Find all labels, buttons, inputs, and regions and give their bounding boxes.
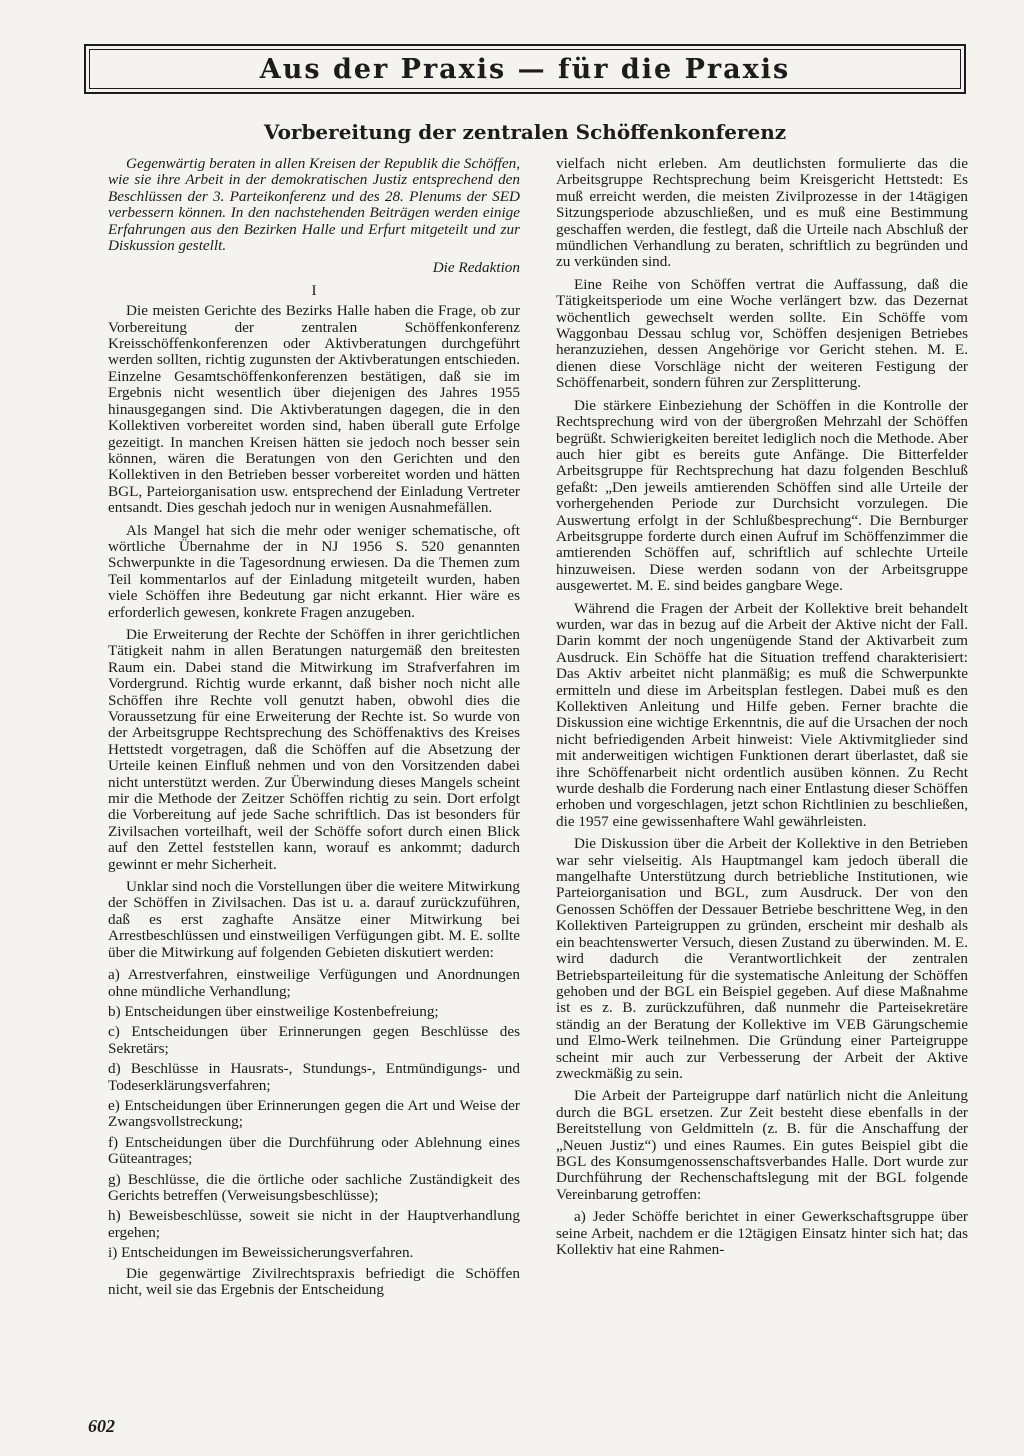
article-title: Vorbereitung der zentralen Schöffenkonferenz <box>263 120 787 144</box>
section-header-title: Aus der Praxis — für die Praxis <box>259 53 791 85</box>
list-item: b) Entscheidungen über einstweilige Kostenbefreiung; <box>108 1002 439 1020</box>
list-item: c) Entscheidungen über Erinnerungen gegen Beschlüsse des Sekretärs; <box>108 1023 520 1057</box>
page-number: 602 <box>88 1416 115 1436</box>
section-header-box <box>84 44 966 94</box>
paragraph: Während die Fragen der Arbeit der Kollektive breit behandelt wurden, war das in bezug auf die Arbeit der Aktive nicht der Fall. Darin kommt der noch ungenügende Stand der Aktivarbeit zum Ausdruck. Ein Schöffe hat die Situation treffend charakterisiert: Das Aktiv arbeitet nicht planmäßig; es muß die Schwerpunkte ermitteln und diese im Arbeitsplan festlegen. Dabei muß es den Kollektiven Anleitung und Hilfe geben. Ferner brachte die Diskussion eine wichtige Erkenntnis, die auf die Ursachen der noch nicht befriedigenden Arbeit hinweist: Viele Aktivmitglieder sind mit anderweitigen wichtigen Funktionen derart überlastet, daß sie ihre Schöffenarbeit nicht ordentlich ausüben können. Zu Recht wurde deshalb die Forderung nach einer Entlastung dieser Schöffen erhoben und vorgeschlagen, jetzt schon Richtlinien zu beschließen, die 1957 eine gewissenhaftere Wahl gewährleisten. <box>556 599 968 830</box>
list-item: g) Beschlüsse, die die örtliche oder sachliche Zuständigkeit des Gerichts betreffen (Verweisungsbeschlüsse); <box>108 1170 520 1204</box>
left-column <box>108 156 520 1304</box>
section-header-inner-frame <box>89 49 961 89</box>
paragraph: Die stärkere Einbeziehung der Schöffen in die Kontrolle der Rechtsprechung wird von der übergroßen Mehrzahl der Schöffen begrüßt. Schwierigkeiten bereitet lediglich noch die Methode. Aber auch hier gibt es bereits gute Anfänge. Die Bitterfelder Arbeitsgruppe für Rechtsprechung hat dazu folgenden Beschluß gefaßt: „Den jeweils amtierenden Schöffen sind alle Urteile der vorhergehenden Periode zur Durchsicht vorzulegen. Die Auswertung erfolgt in der Schlußbesprechung“. Die Bernburger Arbeitsgruppe forderte durch einen Aufruf im Schöffenzimmer die amtierenden Schöffen auf, schriftlich auf schlechte Urteile hinzuweisen. Diese werden sodann von der Arbeitsgruppe ausgewertet. M. E. sind beides gangbare Wege. <box>556 396 968 595</box>
list-item: d) Beschlüsse in Hausrats-, Stundungs-, Entmündigungs- und Todeserklärungsverfahren; <box>108 1060 520 1094</box>
list-item: i) Entscheidungen im Beweissicherungsverfahren. <box>108 1244 414 1262</box>
paragraph: Unklar sind noch die Vorstellungen über die weitere Mitwirkung der Schöffen in Zivilsachen. Das ist u. a. darauf zurückzuführen, daß es erst zaghafte Ansätze einer Mitwirkung bei Arrestbeschlüssen und einstweiligen Verfügungen gibt. M. E. sollte über die Mitwirkung auf folgenden Gebieten diskutiert werden: <box>108 878 520 961</box>
paragraph: Die gegenwärtige Zivilrechtspraxis befriedigt die Schöffen nicht, weil sie das Ergebnis der Entscheidung <box>108 1264 520 1298</box>
paragraph: Als Mangel hat sich die mehr oder weniger schematische, oft wörtliche Übernahme der in NJ 1956 S. 520 genannten Schwerpunkte in die Tagesordnung erwiesen. Da die Themen zum Teil kommentarlos auf der Einladung mitgeteilt wurden, haben viele Schöffen ihre Bedeutung gar nicht erkannt. Hier wäre es erforderlich gewesen, konkrete Fragen anzugeben. <box>108 521 520 621</box>
list-item: f) Entscheidungen über die Durchführung oder Ablehnung eines Güteantrages; <box>108 1133 520 1168</box>
list-item: e) Entscheidungen über Erinnerungen gegen die Art und Weise der Zwangsvollstreckung; <box>108 1096 520 1131</box>
paragraph: a) Jeder Schöffe berichtet in einer Gewerkschaftsgruppe über seine Arbeit, nachdem er die 12tägigen Einsatz hinter sich hat; das Kollektiv hat eine Rahmen- <box>556 1208 968 1258</box>
editorial-signature: Die Redaktion <box>432 259 520 277</box>
paragraph: Die Diskussion über die Arbeit der Kollektive in den Betrieben war sehr vielseitig. Als Hauptmangel kam jedoch überall die mangelhafte Unterstützung durch betriebliche Institutionen, wie Parteiorganisation und BGL, zum Ausdruck. Der von den Genossen Schöffen der Dessauer Betriebe beschrittene Weg, in den Kollektiven Parteigruppen zu gründen, erscheint mir deshalb als ein beachtenswerter Versuch, diesen Zustand zu überwinden. M. E. wird dadurch die Verantwortlichkeit der zentralen Betriebsparteileitung für die systematische Anleitung der Schöffen gehoben und der BGL ein Beispiel gegeben. Auf diese Maßnahme ist es z. B. zurückzuführen, daß nunmehr die Parteisekretäre ständig an der Beratung der Kollektive im VEB Gärungschemie und Elmo-Werk teilnehmen. Die Gründung einer Parteigruppe scheint mir auch zur Verbesserung der Arbeit der Aktive zweckmäßig zu sein. <box>556 835 968 1082</box>
list-item: h) Beweisbeschlüsse, soweit sie nicht in der Hauptverhandlung ergehen; <box>108 1207 520 1241</box>
list-item: a) Arrestverfahren, einstweilige Verfügungen und Anordnungen ohne mündliche Verhandlung; <box>108 966 520 1000</box>
paragraph: Eine Reihe von Schöffen vertrat die Auffassung, daß die Tätigkeitsperiode um eine Woche verlängert bzw. das Dezernat wöchentlich gewechselt werden sollte. Ein Schöffe vom Waggonbau Dessau schlug vor, Schöffen desjenigen Betriebes heranzuziehen, dessen Angehörige vor Gericht stehen. M. E. dienen diese Vorschläge nicht der weiteren Festigung der Schöffenarbeit, sondern führen zur Zersplitterung. <box>556 275 968 392</box>
paragraph: Die meisten Gerichte des Bezirks Halle haben die Frage, ob zur Vorbereitung der zentralen Schöffenkonferenz Kreisschöffenkonferenzen oder Aktivberatungen durchgeführt werden sollten, richtig zugunsten der Aktivberatungen entschieden. Einzelne Gesamtschöffenkonferenzen bestätigen, daß sie im Ergebnis nicht wesentlich über diejenigen des Jahres 1955 hinausgegangen sind. Die Aktivberatungen dagegen, die in den Kollektiven vorbereitet worden sind, haben überall gute Erfolge gezeitigt. In manchen Kreisen hätten sie jedoch noch besser sein können, wären die Beratungen von den Gerichten und den Kollektiven in den Betrieben besser vorbereitet worden und hätten BGL, Parteiorganisation usw. entsprechend der Einladung Vertreter entsandt. Dies geschah jedoch nur in wenigen Ausnahmefällen. <box>108 302 520 517</box>
right-column <box>556 156 968 1264</box>
article-intro: Gegenwärtig beraten in allen Kreisen der Republik die Schöffen, wie sie ihre Arbeit in der demokratischen Justiz entsprechend den Beschlüssen der 3. Parteikonferenz und des 28. Plenums der SED verbessern können. In den nachstehenden Beiträgen werden einige Erfahrungen aus den Bezirken Halle und Erfurt mitgeteilt und zur Diskussion gestellt. <box>108 155 520 255</box>
section-number: I <box>311 281 317 299</box>
paragraph: vielfach nicht erleben. Am deutlichsten formulierte das die Arbeitsgruppe Rechtsprechung beim Kreisgericht Hettstedt: Es muß erreicht werden, die meisten Zivilprozesse in der 14tägigen Sitzungsperiode abzuschließen, und es muß eine Bestimmung geschaffen werden, die festlegt, daß die Urteile nach Abschluß der mündlichen Verhandlung zu beraten, schriftlich zu begründen und zu verkünden sind. <box>556 155 968 271</box>
paragraph: Die Arbeit der Parteigruppe darf natürlich nicht die Anleitung durch die BGL ersetzen. Zur Zeit besteht diese ebenfalls in der Bereitstellung von Geldmitteln (z. B. für die Anschaffung der „Neuen Justiz“) und eines Raumes. Ein gutes Beispiel gibt die BGL des Konsumgenossenschaftsverbandes Halle. Dort wurde zur Durchführung der Rechenschaftslegung mit der BGL folgende Vereinbarung getroffen: <box>556 1087 968 1203</box>
paragraph: Die Erweiterung der Rechte der Schöffen in ihrer gerichtlichen Tätigkeit nahm in allen Beratungen naturgemäß den breitesten Raum ein. Dabei stand die Mitwirkung im Strafverfahren im Vordergrund. Richtig wurde erkannt, daß bisher noch nicht alle Schöffen ihre Rechte voll genutzt haben, obwohl dies die Voraussetzung für eine Erweiterung der Rechte ist. So wurde von der Arbeitsgruppe Rechtsprechung des Schöffenaktivs des Kreises Hettstedt vorgetragen, daß die Schöffen auf die Absetzung der Urteile keinen Einfluß nehmen und von den Vorsitzenden dabei nicht unterstützt werden. Zur Überwindung dieses Mangels scheint mir die Methode der Zeitzer Schöffen richtig zu sein. Dort erfolgt die Vorbereitung auf jede Sache schriftlich. Das ist besonders für Zivilsachen vorteilhaft, weil der Schöffe sofort durch einen Blick auf den Zettel feststellen kann, worauf es ankommt; dadurch gewinnt er mehr Sicherheit. <box>108 625 520 873</box>
